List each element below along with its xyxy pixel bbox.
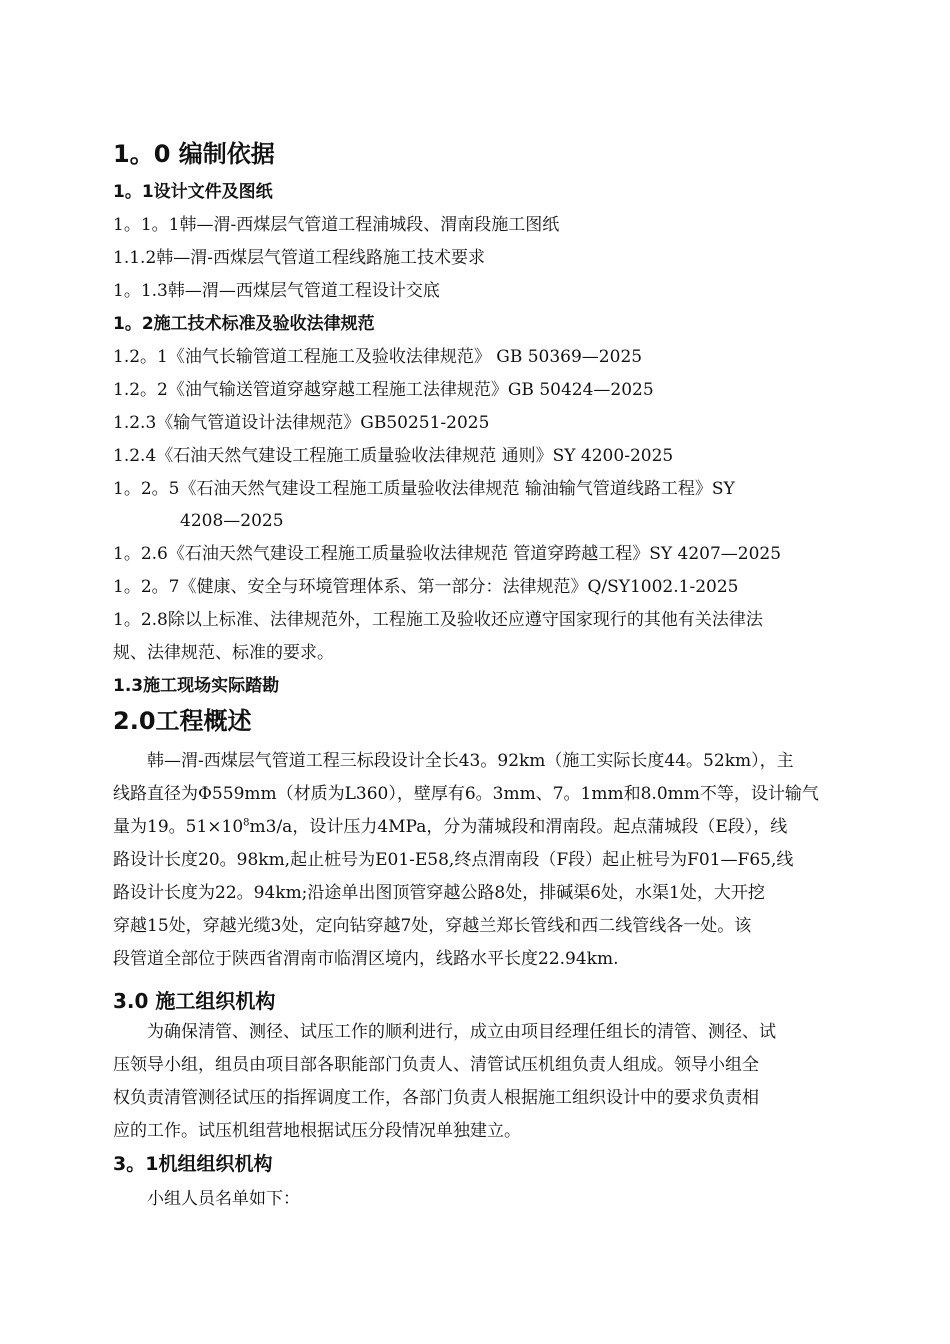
section-3-heading: 3.0 施工组织机构 (113, 989, 276, 1013)
doc-line-1-2-3: 1.2.3《输气管道设计法律规范》GB50251-2025 (113, 413, 490, 433)
org-line-2: 压领导小组，组员由项目部各职能部门负责人、清管试压机组负责人组成。领导小组全 (113, 1055, 759, 1075)
org-line-1: 为确保清管、测径、试压工作的顺利进行，成立由项目经理任组长的清管、测径、试 (147, 1022, 776, 1042)
doc-line-1-2-8-cont: 规、法律规范、标准的要求。 (113, 643, 334, 663)
exponent: 8 (243, 817, 250, 829)
overview-line-4: 路设计长度20。98km,起止桩号为E01-E58,终点渭南段（F段）起止桩号为F01—F65,线 (113, 850, 794, 870)
doc-line-1-2-7: 1。2。7《健康、安全与环境管理体系、第一部分：法律规范》Q/SY1002.1-2025 (113, 577, 739, 597)
section-1-3-heading: 1.3施工现场实际踏勘 (113, 676, 280, 696)
overview-line-1: 韩—渭-西煤层气管道工程三标段设计全长43。92km（施工实际长度44。52km），主 (147, 751, 794, 771)
doc-line-1-2-4: 1.2.4《石油天然气建设工程施工质量验收法律规范 通则》SY 4200-2025 (113, 446, 674, 466)
doc-line-1-2-5: 1。2。5《石油天然气建设工程施工质量验收法律规范 输油输气管道线路工程》SY (113, 479, 735, 499)
overview-line-6: 穿越15处，穿越光缆3处，定向钻穿越7处，穿越兰郑长管线和西二线管线各一处。该 (113, 916, 752, 936)
doc-line-1-2-1: 1.2。1《油气长输管道工程施工及验收法律规范》 GB 50369—2025 (113, 347, 643, 367)
doc-line-1-1-3: 1。1.3韩—渭—西煤层气管道工程设计交底 (113, 281, 440, 301)
doc-line-1-2-6: 1。2.6《石油天然气建设工程施工质量验收法律规范 管道穿跨越工程》SY 4207—2025 (113, 544, 782, 564)
doc-line-1-1-1: 1。1。1韩—渭-西煤层气管道工程浦城段、渭南段施工图纸 (113, 215, 560, 235)
section-1-1-heading: 1。1设计文件及图纸 (113, 182, 273, 202)
section-1-2-heading: 1。2施工技术标准及验收法律规范 (113, 314, 375, 334)
org-line-3: 权负责清管测径试压的指挥调度工作，各部门负责人根据施工组织设计中的要求负责相 (113, 1088, 759, 1108)
overview-line-5: 路设计长度为22。94km;沿途单出图顶管穿越公路8处，排碱渠6处，水渠1处，大开挖 (113, 883, 765, 903)
org-line-4: 应的工作。试压机组营地根据试压分段情况单独建立。 (113, 1121, 521, 1141)
section-2-heading: 2.0工程概述 (113, 707, 252, 735)
overview-line-7: 段管道全部位于陕西省渭南市临渭区境内，线路水平长度22.94km. (113, 949, 619, 969)
section-3-1-heading: 3。1机组组织机构 (113, 1153, 273, 1175)
overview-line-3: 量为19。$51\times 10^8m3/a$，设计压力4MPa，分为蒲城段和渭南段。起点蒲城段（E段），线 (113, 817, 788, 837)
overview-line-2: 线路直径为Φ559mm（材质为L360），壁厚有6。3mm、7。1mm和8.0mm不等，设计输气 (113, 784, 819, 804)
member-list-intro: 小组人员名单如下： (147, 1189, 300, 1209)
doc-line-1-2-8: 1。2.8除以上标准、法律规范外，工程施工及验收还应遵守国家现行的其他有关法律法 (113, 610, 763, 630)
doc-line-1-2-2: 1.2。2《油气输送管道穿越穿越工程施工法律规范》GB 50424—2025 (113, 380, 654, 400)
section-1-heading: 1。0 编制依据 (113, 140, 275, 168)
doc-line-1-1-2: 1.1.2韩—渭-西煤层气管道工程线路施工技术要求 (113, 248, 485, 268)
doc-line-1-2-5-cont: 4208—2025 (180, 511, 284, 531)
